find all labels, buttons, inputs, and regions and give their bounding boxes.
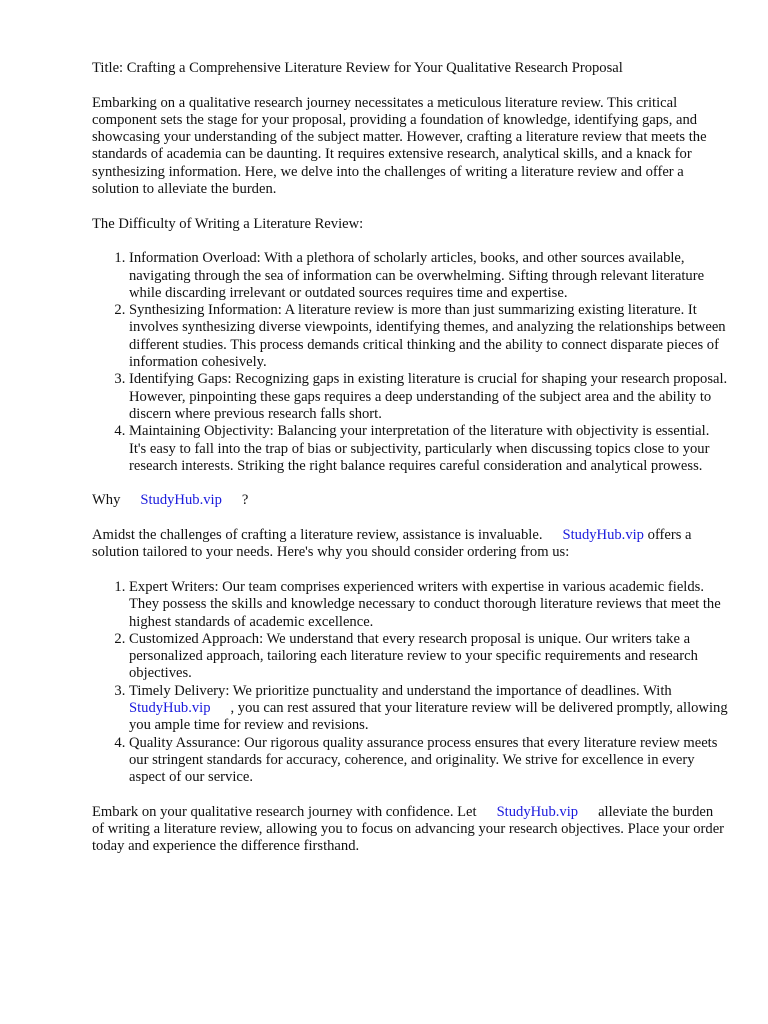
document-title: Title: Crafting a Comprehensive Literature Review for Your Qualitative Research Proposal <box>92 60 623 76</box>
list-item: 2. Customized Approach: We understand that every research proposal is unique. Our writers take a personalized approach, tailoring each literature review to your specific requirements and research objectives. <box>129 631 728 683</box>
closing-text-end: alleviate the burden of writing a literature review, allowing you to focus on advancing your research objectives. Place your order today and experience the difference firsthand. <box>92 803 725 855</box>
offers-text: offers a solution tailored to your needs. Here's why you should consider ordering from us: <box>92 527 692 561</box>
list-item: 1. Expert Writers: Our team comprises experienced writers with expertise in various academic fields. They possess the skills and knowledge necessary to conduct thorough literature reviews that meet the highest standards of academic excellence. <box>129 579 728 631</box>
list-item: 4. Quality Assurance: Our rigorous quality assurance process ensures that every literature review meets our stringent standards for accuracy, coherence, and originality. We strive for excellence in every aspect of our service. <box>129 735 728 787</box>
intro-paragraph: Embarking on a qualitative research journey necessitates a meticulous literature review. This critical component sets the stage for your proposal, providing a foundation of knowledge, identifying gaps, and showcasing your understanding of the subject matter. However, crafting a literature review that meets the standards of academia can be daunting. It requires extensive research, analytical skills, and a knack for synthesizing information. Here, we delve into the challenges of writing a literature review and offer a solution to alleviate the burden. <box>92 94 707 198</box>
list-item: 3. Identifying Gaps: Recognizing gaps in existing literature is crucial for shaping your research proposal. However, pinpointing these gaps requires a deep understanding of the subject area and the ability to discern where previous research falls short. <box>129 371 728 423</box>
document-page <box>92 60 728 873</box>
studyhub-link[interactable]: StudyHub.vip <box>140 492 222 509</box>
list-item <box>129 683 728 735</box>
why-suffix: ? <box>241 492 249 509</box>
closing-text-start: Embark on your qualitative research journey with confidence. Let <box>92 803 477 820</box>
benefits-list <box>92 579 728 787</box>
difficulty-heading: The Difficulty of Writing a Literature Review: <box>92 215 364 232</box>
studyhub-link[interactable]: StudyHub.vip <box>129 699 211 716</box>
list-item: 1. Information Overload: With a plethora of scholarly articles, books, and other sources available, navigating through the sea of information can be overwhelming. Sifting through relevant literature while discarding irrelevant or outdated sources requires time and expertise. <box>129 250 728 302</box>
list-item: 4. Maintaining Objectivity: Balancing your interpretation of the literature with objectivity is essential. It's easy to fall into the trap of bias or subjectivity, particularly when discussing topics close to your research interests. Striking the right balance requires careful consideration and analytical prowess. <box>129 423 728 475</box>
why-prefix: Why <box>92 492 121 509</box>
timely-text-end: , you can rest assured that your literature review will be delivered promptly, allowing you ample time for review and revisions. <box>129 699 728 734</box>
amidst-text: Amidst the challenges of crafting a literature review, assistance is invaluable. <box>92 527 543 544</box>
list-item: 2. Synthesizing Information: A literature review is more than just summarizing existing literature. It involves synthesizing diverse viewpoints, identifying themes, and analyzing the relationships between different studies. This process demands critical thinking and the ability to connect disparate pieces of information cohesively. <box>129 302 728 371</box>
difficulty-list <box>92 250 728 475</box>
timely-text-start: Timely Delivery: We prioritize punctuality and understand the importance of deadlines. With <box>129 682 672 699</box>
closing-paragraph <box>92 804 728 856</box>
studyhub-link[interactable]: StudyHub.vip <box>496 803 579 820</box>
amidst-paragraph <box>92 527 728 562</box>
studyhub-link[interactable]: StudyHub.vip <box>562 527 644 544</box>
why-line <box>92 492 728 509</box>
